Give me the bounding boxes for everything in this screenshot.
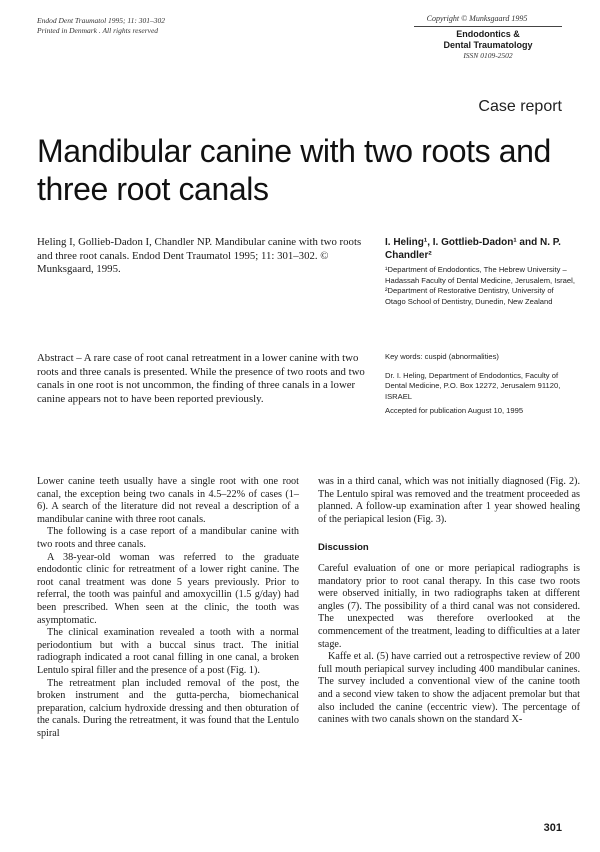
body-column-left: [37, 476, 299, 740]
body-paragraph: Lower canine teeth usually have a single root with one root canal, the exception being two canals in 4.5–22% of cases (1–6). A search of the literature did not reveal a description of a mandibular canine with three root canals.: [37, 476, 299, 525]
copyright-line: Copyright © Munksgaard 1995: [426, 14, 528, 23]
journal-name-line2: Dental Traumatology: [443, 40, 533, 50]
article-meta: [385, 352, 575, 417]
abstract: Abstract – A rare case of root canal retreatment in a lower canine with two roots and three canals is presented. While the presence of two roots and two canals in one root is not uncommon, the finding of three canals in a lower canine appears not to have been reported previously.: [37, 352, 365, 405]
journal-citation-line: Endod Dent Traumatol 1995; 11: 301–302: [37, 16, 165, 25]
accepted-date: Accepted for publication August 10, 1995: [385, 406, 524, 415]
body-paragraph: The following is a case report of a mandibular canine with two roots and three canals.: [37, 526, 299, 550]
journal-name-line1: Endodontics &: [456, 29, 520, 39]
article-citation: Heling I, Gollieb-Dadon I, Chandler NP. Mandibular canine with two roots and three root canals. Endod Dent Traumatol 1995; 11: 301–302. © Munksgaard, 1995.: [37, 236, 362, 275]
section-label: Case report: [478, 98, 562, 115]
page-number: 301: [543, 822, 562, 834]
body-paragraph: Careful evaluation of one or more periapical radiographs is mandatory prior to root canal therapy. In this case two roots were observed initially, in two radiographs taken at different angles (7). The possibility of a third canal was not considered. The unexpected was therefore overlooked at the commencement of the treatment, leading to difficulties at a later stage.: [318, 562, 580, 650]
author-list: I. Heling¹, I. Gottlieb-Dadon¹ and N. P. Chandler²: [385, 237, 561, 261]
correspondence-address: Dr. I. Heling, Department of Endodontics, Faculty of Dental Medicine, P.O. Box 12272, Jerusalem 91120, ISRAEL: [385, 370, 561, 401]
body-column-right: [318, 476, 580, 727]
body-paragraph: was in a third canal, which was not initially diagnosed (Fig. 2). The Lentulo spiral was removed and the treatment proceeded as planned. A follow-up examination after 1 year showed healing of the periapical lesion (Fig. 3).: [318, 476, 580, 525]
running-header-right: [392, 14, 562, 60]
body-paragraph: Kaffe et al. (5) have carried out a retrospective review of 200 full mouth periapical survey including 400 mandibular canines. The survey included a conventional view of the canine tooth and a second view taken to show the adjacent premolar but that also included the canine (eccentric view). The percentage of canines with two canals shown on the standard X-: [318, 651, 580, 726]
printed-line: Printed in Denmark . All rights reserved: [37, 26, 159, 35]
article-title: Mandibular canine with two roots and three root canals: [37, 133, 551, 207]
discussion-heading: Discussion: [318, 542, 369, 554]
author-affiliations: ¹Department of Endodontics, The Hebrew University – Hadassah Faculty of Dental Medicine, Jerusalem, Israel, ²Department of Restorative Dentistry, University of Otago School of Dentistry, Dunedin, New Zealand: [385, 265, 575, 306]
keywords: Key words: cuspid (abnormalities): [385, 352, 499, 361]
body-paragraph: The clinical examination revealed a tooth with a normal periodontium but with a buccal sinus tract. The initial radiograph indicated a root canal filling in one canal, a broken Lentulo spiral filler and the presence of a post (Fig. 1).: [37, 627, 299, 676]
issn-line: ISSN 0109-2502: [463, 51, 513, 60]
running-header-left: [37, 16, 165, 36]
header-rule: [414, 26, 562, 27]
body-paragraph: A 38-year-old woman was referred to the graduate endodontic clinic for retreatment of a lower right canine. The root canal treatment was done 5 years previously. Prior to referral, the tooth was painful and amoxycillin (1.5 g/day) had been prescribed. When seen at the clinic, the tooth was asymptomatic.: [37, 551, 299, 626]
body-paragraph: The retreatment plan included removal of the post, the broken instrument and the gutta-percha, biomechanical preparation, calcium hydroxide dressing and then obturation of the canals. During the retreatment, it was found that the Lentulo spiral: [37, 677, 299, 739]
